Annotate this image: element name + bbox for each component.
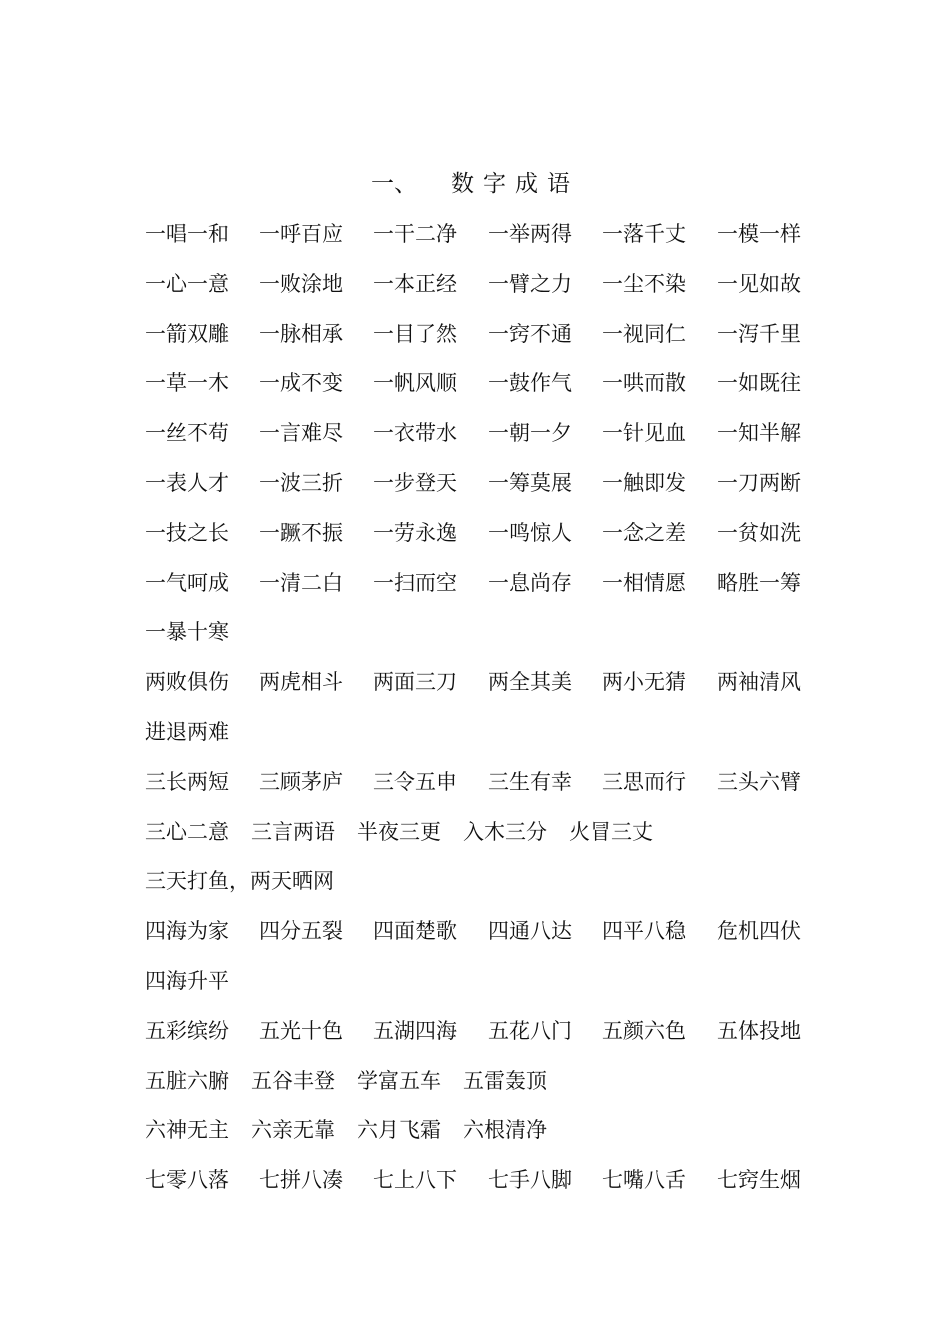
idiom-item: 一气呵成 <box>145 570 229 595</box>
idiom-item: 一脉相承 <box>259 321 343 346</box>
idiom-row <box>145 359 825 409</box>
idiom-item: 一尘不染 <box>602 271 686 296</box>
idiom-item: 一息尚存 <box>488 570 572 595</box>
idiom-item: 一见如故 <box>717 271 801 296</box>
idiom-item: 一箭双雕 <box>145 321 229 346</box>
idiom-item: 一败涂地 <box>259 271 343 296</box>
idiom-item: 一帆风顺 <box>373 371 457 396</box>
idiom-item: 七零八落 <box>145 1168 229 1193</box>
idiom-item: 五脏六腑 <box>145 1068 229 1093</box>
idiom-item: 五花八门 <box>488 1018 572 1043</box>
idiom-item: 一草一木 <box>145 371 229 396</box>
idiom-item: 一举两得 <box>488 222 572 246</box>
idiom-item: 五颜六色 <box>602 1018 686 1043</box>
idiom-item: 一清二白 <box>259 570 343 595</box>
idiom-item: 学富五车 <box>357 1068 441 1093</box>
idiom-row <box>145 559 825 609</box>
idiom-item: 五湖四海 <box>373 1018 457 1043</box>
idiom-item: 七拼八凑 <box>259 1168 343 1193</box>
idiom-item: 一筹莫展 <box>488 470 572 495</box>
idiom-item: 一暴十寒 <box>145 620 229 645</box>
idiom-row <box>145 459 825 509</box>
section-title: 数字成语 <box>451 171 579 197</box>
idiom-item: 入木三分 <box>463 819 547 844</box>
idiom-item: 危机四伏 <box>717 919 801 944</box>
idiom-item: 六亲无靠 <box>251 1118 335 1143</box>
idiom-item: 四海为家 <box>145 919 229 944</box>
idiom-item: 四分五裂 <box>259 919 343 944</box>
idiom-item: 五体投地 <box>717 1018 801 1043</box>
idiom-item: 一波三折 <box>259 470 343 495</box>
idiom-item: 火冒三丈 <box>569 819 653 844</box>
idiom-item: 进退两难 <box>145 719 229 744</box>
idiom-item: 三思而行 <box>602 769 686 794</box>
idiom-item: 一哄而散 <box>602 371 686 396</box>
idiom-item: 一心一意 <box>145 271 229 296</box>
idiom-item: 六月飞霜 <box>357 1118 441 1143</box>
idiom-item: 一成不变 <box>259 371 343 396</box>
idiom-item: 一言难尽 <box>259 421 343 446</box>
idiom-item: 两袖清风 <box>717 670 801 695</box>
idiom-item: 四面楚歌 <box>373 919 457 944</box>
idiom-row <box>145 210 825 260</box>
idiom-item: 五光十色 <box>259 1018 343 1043</box>
idiom-item: 一表人才 <box>145 470 229 495</box>
idiom-row <box>145 1057 825 1107</box>
idiom-item: 一朝一夕 <box>488 421 572 446</box>
idiom-row <box>145 1106 825 1156</box>
idiom-item: 五彩缤纷 <box>145 1018 229 1043</box>
idiom-item: 两虎相斗 <box>259 670 343 695</box>
idiom-item: 一目了然 <box>373 321 457 346</box>
idiom-item: 一唱一和 <box>145 222 229 246</box>
idiom-item: 一步登天 <box>373 470 457 495</box>
idiom-item: 一鸣惊人 <box>488 520 572 545</box>
idiom-row <box>145 260 825 310</box>
idiom-item: 一本正经 <box>373 271 457 296</box>
section-heading <box>0 166 950 202</box>
idiom-list <box>145 210 825 1206</box>
idiom-item: 七上八下 <box>373 1168 457 1193</box>
idiom-item: 一衣带水 <box>373 421 457 446</box>
idiom-item: 一丝不苟 <box>145 421 229 446</box>
idiom-item: 一落千丈 <box>602 222 686 246</box>
idiom-item: 一相情愿 <box>602 570 686 595</box>
idiom-item: 一劳永逸 <box>373 520 457 545</box>
idiom-row <box>145 409 825 459</box>
idiom-item: 三头六臂 <box>717 769 801 794</box>
idiom-row <box>145 608 825 658</box>
idiom-row <box>145 658 825 708</box>
idiom-item: 三心二意 <box>145 819 229 844</box>
idiom-row <box>145 857 825 907</box>
idiom-item: 一视同仁 <box>602 321 686 346</box>
idiom-row <box>145 509 825 559</box>
idiom-item: 一贫如洗 <box>717 520 801 545</box>
idiom-row <box>145 907 825 957</box>
idiom-item: 六神无主 <box>145 1118 229 1143</box>
idiom-row <box>145 808 825 858</box>
idiom-item: 七嘴八舌 <box>602 1168 686 1193</box>
idiom-item: 四海升平 <box>145 968 229 993</box>
idiom-item: 一如既往 <box>717 371 801 396</box>
idiom-item: 七窍生烟 <box>717 1168 801 1193</box>
idiom-item: 一触即发 <box>602 470 686 495</box>
idiom-row <box>145 758 825 808</box>
idiom-row <box>145 1007 825 1057</box>
idiom-item: 半夜三更 <box>357 819 441 844</box>
idiom-item: 三言两语 <box>251 819 335 844</box>
idiom-item: 一刀两断 <box>717 470 801 495</box>
idiom-row <box>145 310 825 360</box>
idiom-item: 一模一样 <box>717 222 801 246</box>
idiom-item: 两全其美 <box>488 670 572 695</box>
section-number: 一、 <box>371 171 417 197</box>
idiom-item: 三顾茅庐 <box>259 769 343 794</box>
idiom-item: 两小无猜 <box>602 670 686 695</box>
idiom-item: 三令五申 <box>373 769 457 794</box>
idiom-item: 一念之差 <box>602 520 686 545</box>
idiom-item: 一蹶不振 <box>259 520 343 545</box>
idiom-item: 一知半解 <box>717 421 801 446</box>
idiom-item: 两面三刀 <box>373 670 457 695</box>
idiom-item: 五谷丰登 <box>251 1068 335 1093</box>
idiom-item: 三生有幸 <box>488 769 572 794</box>
idiom-item: 一臂之力 <box>488 271 572 296</box>
idiom-item: 四平八稳 <box>602 919 686 944</box>
idiom-item: 一鼓作气 <box>488 371 572 396</box>
idiom-item: 六根清净 <box>463 1118 547 1143</box>
idiom-item: 一针见血 <box>602 421 686 446</box>
idiom-row <box>145 708 825 758</box>
idiom-item: 一呼百应 <box>259 222 343 246</box>
idiom-item: 略胜一筹 <box>717 570 801 595</box>
idiom-item: 一技之长 <box>145 520 229 545</box>
idiom-item: 四通八达 <box>488 919 572 944</box>
idiom-item: 五雷轰顶 <box>463 1068 547 1093</box>
idiom-item: 三天打鱼，两天晒网 <box>145 869 334 894</box>
idiom-item: 三长两短 <box>145 769 229 794</box>
idiom-item: 两败俱伤 <box>145 670 229 695</box>
idiom-row <box>145 1156 825 1206</box>
idiom-item: 七手八脚 <box>488 1168 572 1193</box>
idiom-item: 一窍不通 <box>488 321 572 346</box>
idiom-item: 一扫而空 <box>373 570 457 595</box>
idiom-item: 一泻千里 <box>717 321 801 346</box>
idiom-item: 一干二净 <box>373 222 457 246</box>
idiom-row <box>145 957 825 1007</box>
